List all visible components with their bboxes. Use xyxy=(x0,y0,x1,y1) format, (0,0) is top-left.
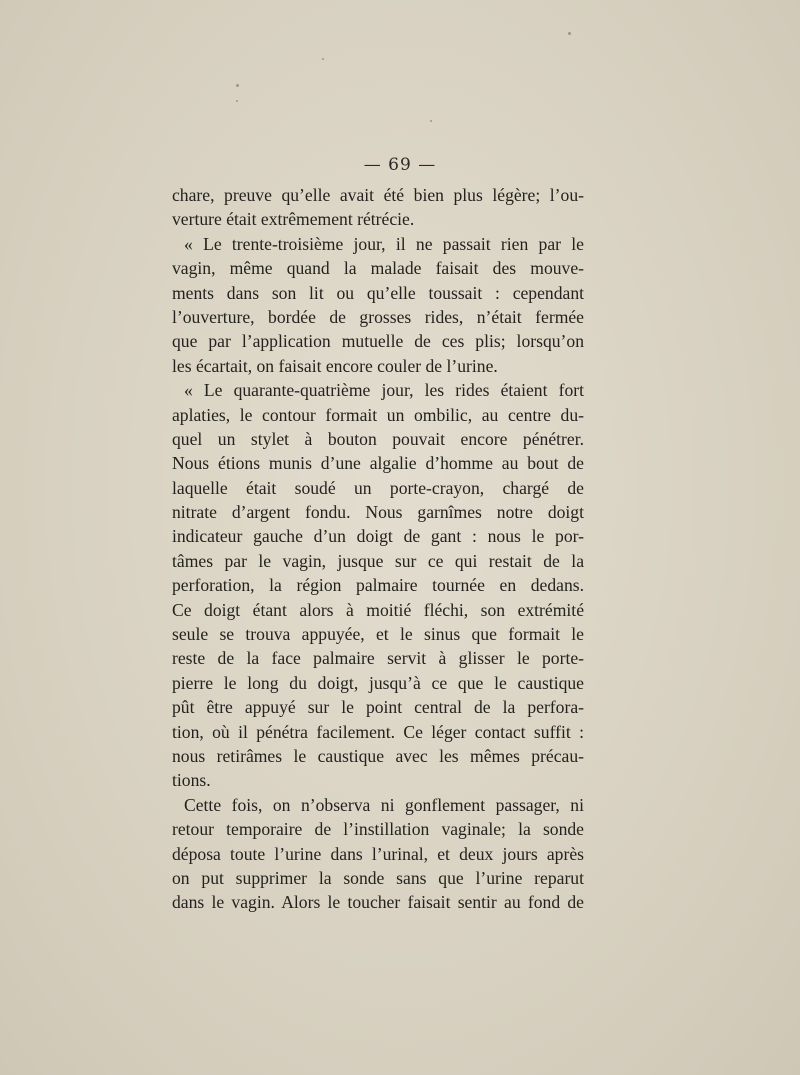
text-line: « Le trente-troisième jour, il ne passait rien par le xyxy=(184,233,584,254)
paper-speck xyxy=(322,58,324,60)
paper-speck xyxy=(568,32,571,35)
text-line: on put supprimer la sonde sans que l’urine reparut xyxy=(172,867,584,888)
text-line: chare, preuve qu’elle avait été bien plus légère; l’ou- xyxy=(172,185,584,205)
text-line: quel un stylet à bouton pouvait encore pénétrer. xyxy=(172,428,584,449)
text-line: reste de la face palmaire servit à glisser le porte- xyxy=(172,648,584,669)
text-line: nitrate d’argent fondu. Nous garnîmes notre doigt xyxy=(172,502,584,523)
text-line: pierre le long du doigt, jusqu’à ce que le caustique xyxy=(172,672,584,693)
text-line: ments dans son lit ou qu’elle toussait : cependant xyxy=(172,282,584,303)
text-line: verture était extrêmement rétrécie. xyxy=(172,209,415,230)
text-line: aplaties, le contour formait un ombilic, au centre du- xyxy=(172,404,584,425)
body-text xyxy=(172,183,584,915)
text-line: que par l’application mutuelle de ces plis; lorsqu’on xyxy=(172,331,584,352)
text-line: perforation, la région palmaire tournée en dedans. xyxy=(172,575,584,596)
text-line: tions. xyxy=(172,770,211,791)
text-line: l’ouverture, bordée de grosses rides, n’était fermée xyxy=(172,306,584,327)
text-line: Ce doigt étant alors à moitié fléchi, son extrémité xyxy=(172,599,584,620)
paper-speck xyxy=(236,100,238,102)
text-line: les écartait, on faisait encore couler de l’urine. xyxy=(172,355,498,376)
text-line: tâmes par le vagin, jusque sur ce qui restait de la xyxy=(172,550,584,571)
text-line: Cette fois, on n’observa ni gonflement passager, ni xyxy=(184,794,584,815)
text-line: vagin, même quand la malade faisait des mouve- xyxy=(172,258,584,279)
text-line: indicateur gauche d’un doigt de gant : nous le por- xyxy=(172,526,584,547)
text-line: déposa toute l’urine dans l’urinal, et deux jours après xyxy=(172,843,584,864)
paper-speck xyxy=(430,120,432,122)
text-line: seule se trouva appuyée, et le sinus que formait le xyxy=(172,624,584,645)
text-line: laquelle était soudé un porte-crayon, chargé de xyxy=(172,477,584,498)
text-line: « Le quarante-quatrième jour, les rides étaient fort xyxy=(184,380,584,401)
paper-speck xyxy=(236,84,239,87)
text-line: dans le vagin. Alors le toucher faisait sentir au fond de xyxy=(172,892,584,913)
text-line: pût être appuyé sur le point central de la perfora- xyxy=(172,697,584,718)
text-line: retour temporaire de l’instillation vaginale; la sonde xyxy=(172,819,584,840)
page-number: — 69 — xyxy=(363,155,437,175)
text-line: Nous étions munis d’une algalie d’homme au bout de xyxy=(172,453,584,474)
text-line: nous retirâmes le caustique avec les mêmes précau- xyxy=(172,745,584,766)
text-line: tion, où il pénétra facilement. Ce léger contact suffit : xyxy=(172,721,584,742)
